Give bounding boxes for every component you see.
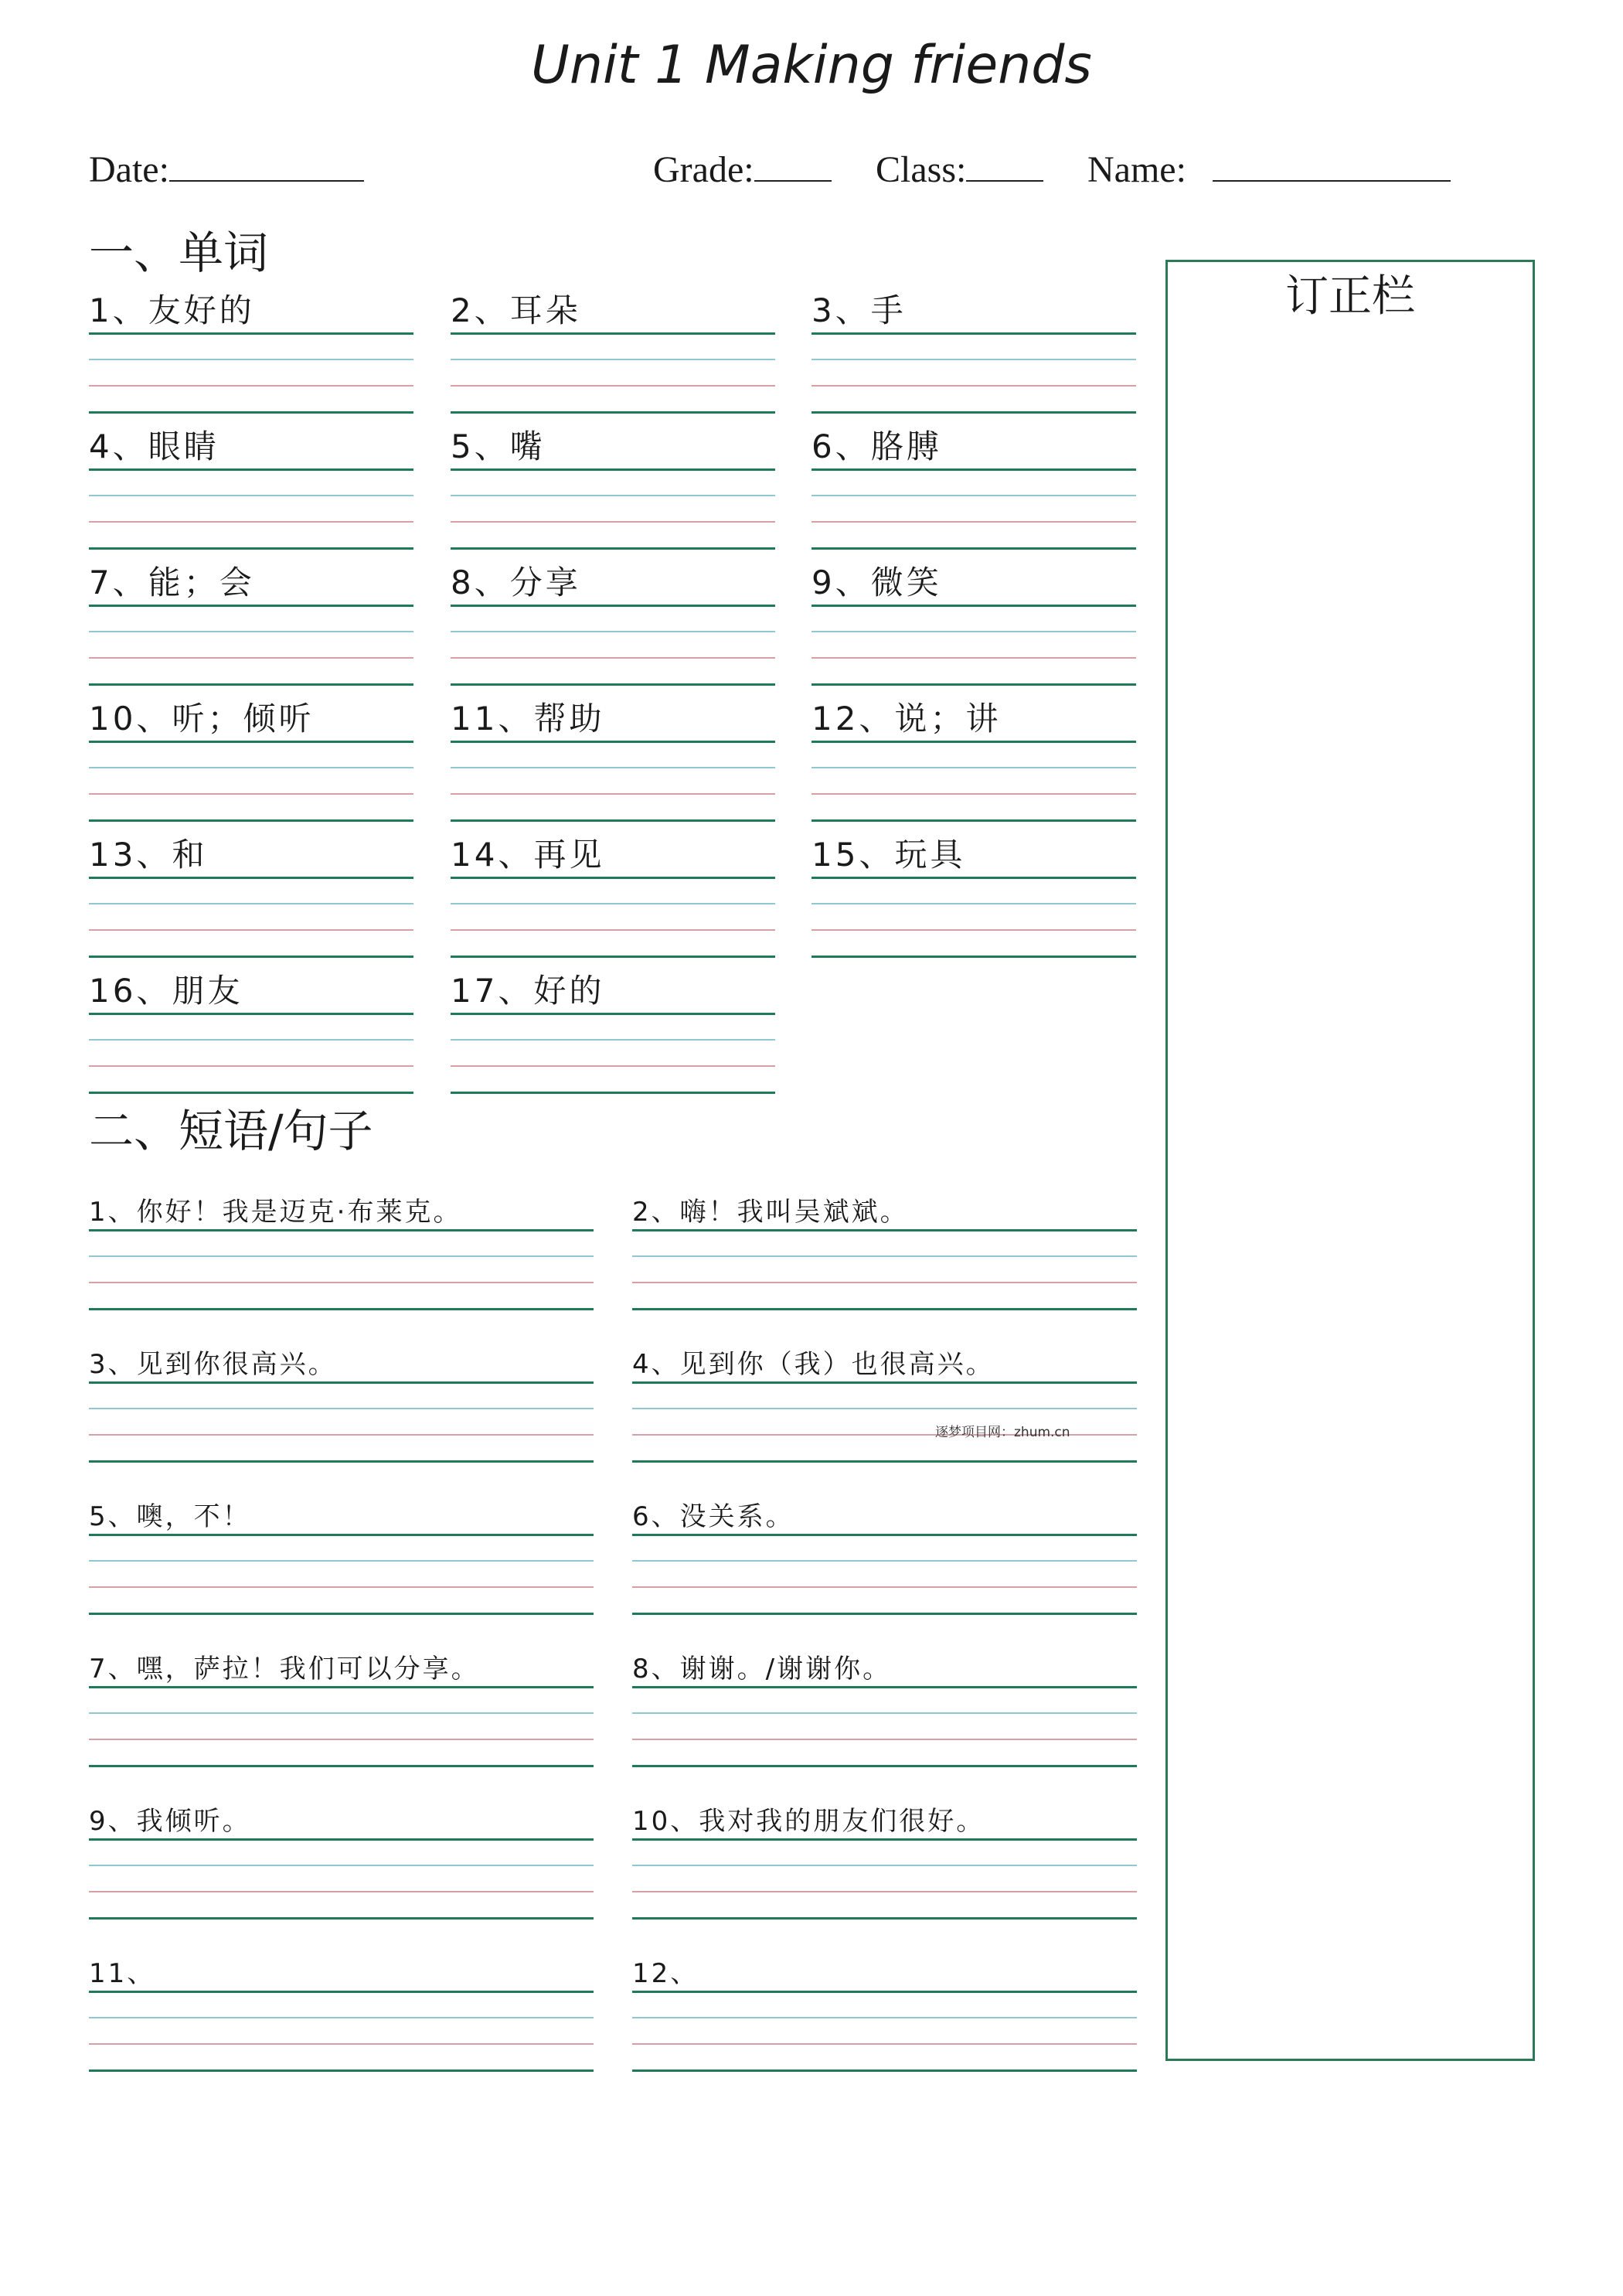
writing-line (89, 877, 413, 879)
correction-panel[interactable] (1165, 260, 1535, 2061)
sentence-prompt: 8、谢谢。/谢谢你。 (632, 1654, 892, 1685)
word-prompt: 5、嘴 (451, 428, 546, 465)
sentence-item[interactable] (89, 1958, 594, 2071)
word-prompt: 1、友好的 (89, 291, 255, 329)
word-item[interactable] (451, 972, 775, 1093)
word-prompt: 17、好的 (451, 972, 605, 1010)
word-item[interactable] (89, 291, 413, 413)
writing-line (451, 1039, 775, 1041)
writing-line (89, 819, 413, 822)
writing-line (89, 1039, 413, 1041)
sentence-prompt: 2、嗨！我叫吴斌斌。 (632, 1197, 909, 1228)
word-prompt: 13、和 (89, 836, 208, 874)
sentence-prompt: 6、没关系。 (632, 1501, 794, 1532)
writing-line (451, 877, 775, 879)
writing-line (89, 741, 413, 743)
writing-line (89, 657, 413, 659)
writing-line (89, 1917, 594, 1920)
sentence-prompt: 10、我对我的朋友们很好。 (632, 1806, 985, 1837)
writing-line (451, 332, 775, 335)
writing-line (812, 767, 1136, 768)
section-sentences-title: 二、短语/句子 (89, 1105, 373, 1157)
word-prompt: 10、听；倾听 (89, 700, 315, 738)
writing-line (451, 495, 775, 496)
writing-line (89, 1460, 594, 1463)
writing-line (812, 359, 1136, 360)
writing-line (89, 605, 413, 607)
grade-blank[interactable] (754, 149, 832, 182)
writing-line (812, 683, 1136, 686)
writing-line (89, 1434, 594, 1436)
writing-line (89, 495, 413, 496)
writing-line (89, 1282, 594, 1283)
date-label: Date: (89, 149, 169, 190)
writing-line (632, 1712, 1137, 1714)
writing-line (632, 1408, 1137, 1409)
word-prompt: 12、说；讲 (812, 700, 1002, 738)
writing-line (451, 1013, 775, 1015)
page-title: Unit 1 Making friends (531, 35, 1092, 96)
word-prompt: 2、耳朵 (451, 291, 581, 329)
writing-line (632, 1308, 1137, 1310)
date-blank[interactable] (169, 149, 364, 182)
word-item[interactable] (451, 291, 775, 413)
word-item[interactable] (812, 428, 1136, 549)
writing-line (451, 767, 775, 768)
writing-line (89, 1712, 594, 1714)
writing-line (451, 359, 775, 360)
writing-line (632, 1865, 1137, 1866)
writing-line (451, 468, 775, 471)
sentence-item[interactable] (632, 1197, 1137, 1310)
writing-line (89, 1092, 413, 1094)
writing-line (89, 521, 413, 523)
writing-line (451, 956, 775, 958)
sentence-prompt: 5、噢，不！ (89, 1501, 251, 1532)
grade-field (653, 147, 832, 193)
writing-line (812, 411, 1136, 414)
writing-line (451, 605, 775, 607)
writing-line (632, 1255, 1137, 1257)
sentence-item[interactable] (89, 1806, 594, 1919)
writing-line (632, 1586, 1137, 1588)
word-item[interactable] (812, 291, 1136, 413)
writing-line (89, 411, 413, 414)
writing-line (812, 468, 1136, 471)
writing-line (89, 767, 413, 768)
writing-line (89, 1838, 594, 1841)
word-prompt: 3、手 (812, 291, 907, 329)
writing-line (89, 1560, 594, 1562)
writing-line (89, 1408, 594, 1409)
writing-line (89, 903, 413, 904)
word-item[interactable] (812, 564, 1136, 685)
writing-line (451, 929, 775, 931)
writing-line (89, 1739, 594, 1740)
watermark: 逐梦项目网：zhum.cn (935, 1425, 1070, 1440)
name-blank[interactable] (1213, 149, 1451, 182)
writing-line (451, 547, 775, 550)
writing-line (632, 1282, 1137, 1283)
writing-line (812, 741, 1136, 743)
writing-line (451, 683, 775, 686)
writing-line (632, 1838, 1137, 1841)
writing-line (812, 877, 1136, 879)
writing-line (89, 332, 413, 335)
word-item[interactable] (89, 700, 413, 821)
word-item[interactable] (812, 700, 1136, 821)
writing-line (89, 1229, 594, 1231)
writing-line (451, 741, 775, 743)
writing-line (632, 1765, 1137, 1767)
writing-line (89, 468, 413, 471)
writing-line (89, 1381, 594, 1384)
writing-line (632, 1229, 1137, 1231)
word-item[interactable] (451, 836, 775, 957)
sentence-prompt: 9、我倾听。 (89, 1806, 251, 1837)
correction-title: 订正栏 (1285, 271, 1415, 322)
writing-line (451, 1065, 775, 1067)
writing-line (89, 1865, 594, 1866)
writing-line (89, 1534, 594, 1536)
sentence-item[interactable] (632, 1654, 1137, 1766)
class-blank[interactable] (966, 149, 1043, 182)
word-item[interactable] (89, 972, 413, 1093)
writing-line (451, 793, 775, 795)
writing-line (89, 631, 413, 632)
name-field (1087, 147, 1451, 193)
writing-line (632, 1739, 1137, 1740)
writing-line (89, 1891, 594, 1892)
word-prompt: 16、朋友 (89, 972, 243, 1010)
date-field (89, 147, 364, 193)
writing-line (812, 819, 1136, 822)
grade-label: Grade: (653, 149, 754, 190)
writing-line (89, 929, 413, 931)
writing-line (89, 1065, 413, 1067)
sentence-item[interactable] (632, 1958, 1137, 2071)
word-item[interactable] (89, 564, 413, 685)
sentence-prompt: 7、嘿，萨拉！我们可以分享。 (89, 1654, 480, 1685)
section-words-title: 一、单词 (89, 227, 269, 279)
writing-line (89, 2017, 594, 2018)
writing-line (812, 605, 1136, 607)
sentence-prompt: 4、见到你（我）也很高兴。 (632, 1349, 995, 1380)
word-item[interactable] (451, 564, 775, 685)
writing-line (89, 683, 413, 686)
writing-line (451, 1092, 775, 1094)
writing-line (451, 819, 775, 822)
writing-line (632, 1686, 1137, 1688)
sentence-prompt: 12、 (632, 1958, 699, 1989)
writing-line (812, 956, 1136, 958)
writing-line (812, 521, 1136, 523)
writing-line (451, 385, 775, 387)
sentence-item[interactable] (632, 1501, 1137, 1614)
writing-line (632, 1613, 1137, 1615)
writing-line (812, 547, 1136, 550)
writing-line (89, 1308, 594, 1310)
writing-line (89, 2043, 594, 2045)
writing-line (451, 903, 775, 904)
writing-line (89, 1765, 594, 1767)
sentence-item[interactable] (89, 1654, 594, 1766)
word-prompt: 11、帮助 (451, 700, 605, 738)
writing-line (89, 1686, 594, 1688)
writing-line (632, 2017, 1137, 2018)
sentence-prompt: 1、你好！我是迈克·布莱克。 (89, 1197, 462, 1228)
writing-line (89, 385, 413, 387)
sentence-item[interactable] (89, 1349, 594, 1462)
writing-line (812, 793, 1136, 795)
writing-line (89, 547, 413, 550)
writing-line (89, 2069, 594, 2072)
writing-line (812, 631, 1136, 632)
word-item[interactable] (451, 700, 775, 821)
word-prompt: 4、眼睛 (89, 428, 219, 465)
word-item[interactable] (451, 428, 775, 549)
writing-line (632, 1560, 1137, 1562)
sentence-prompt: 11、 (89, 1958, 156, 1989)
word-item[interactable] (89, 836, 413, 957)
writing-line (451, 521, 775, 523)
writing-line (89, 1255, 594, 1257)
word-item[interactable] (812, 836, 1136, 957)
writing-line (632, 2043, 1137, 2045)
writing-line (89, 793, 413, 795)
writing-line (451, 411, 775, 414)
word-prompt: 7、能；会 (89, 564, 255, 601)
writing-line (812, 929, 1136, 931)
writing-line (632, 1991, 1137, 1993)
writing-line (632, 1460, 1137, 1463)
word-prompt: 9、微笑 (812, 564, 942, 601)
writing-line (89, 359, 413, 360)
sentence-item[interactable] (632, 1806, 1137, 1919)
writing-line (451, 657, 775, 659)
writing-line (632, 1917, 1137, 1920)
sentence-prompt: 3、见到你很高兴。 (89, 1349, 337, 1380)
writing-line (89, 956, 413, 958)
writing-line (89, 1613, 594, 1615)
writing-line (451, 631, 775, 632)
sentence-item[interactable] (89, 1197, 594, 1310)
writing-line (632, 2069, 1137, 2072)
writing-line (812, 903, 1136, 904)
writing-line (632, 1381, 1137, 1384)
writing-line (812, 657, 1136, 659)
word-prompt: 6、胳膊 (812, 428, 942, 465)
class-field (876, 147, 1043, 193)
class-label: Class: (876, 149, 967, 190)
word-prompt: 14、再见 (451, 836, 605, 874)
writing-line (89, 1991, 594, 1993)
writing-line (812, 332, 1136, 335)
writing-line (632, 1891, 1137, 1892)
word-prompt: 8、分享 (451, 564, 581, 601)
writing-line (89, 1586, 594, 1588)
name-label: Name: (1087, 149, 1186, 190)
writing-line (632, 1534, 1137, 1536)
sentence-item[interactable] (89, 1501, 594, 1614)
writing-line (812, 495, 1136, 496)
word-prompt: 15、玩具 (812, 836, 966, 874)
writing-line (812, 385, 1136, 387)
word-item[interactable] (89, 428, 413, 549)
writing-line (89, 1013, 413, 1015)
